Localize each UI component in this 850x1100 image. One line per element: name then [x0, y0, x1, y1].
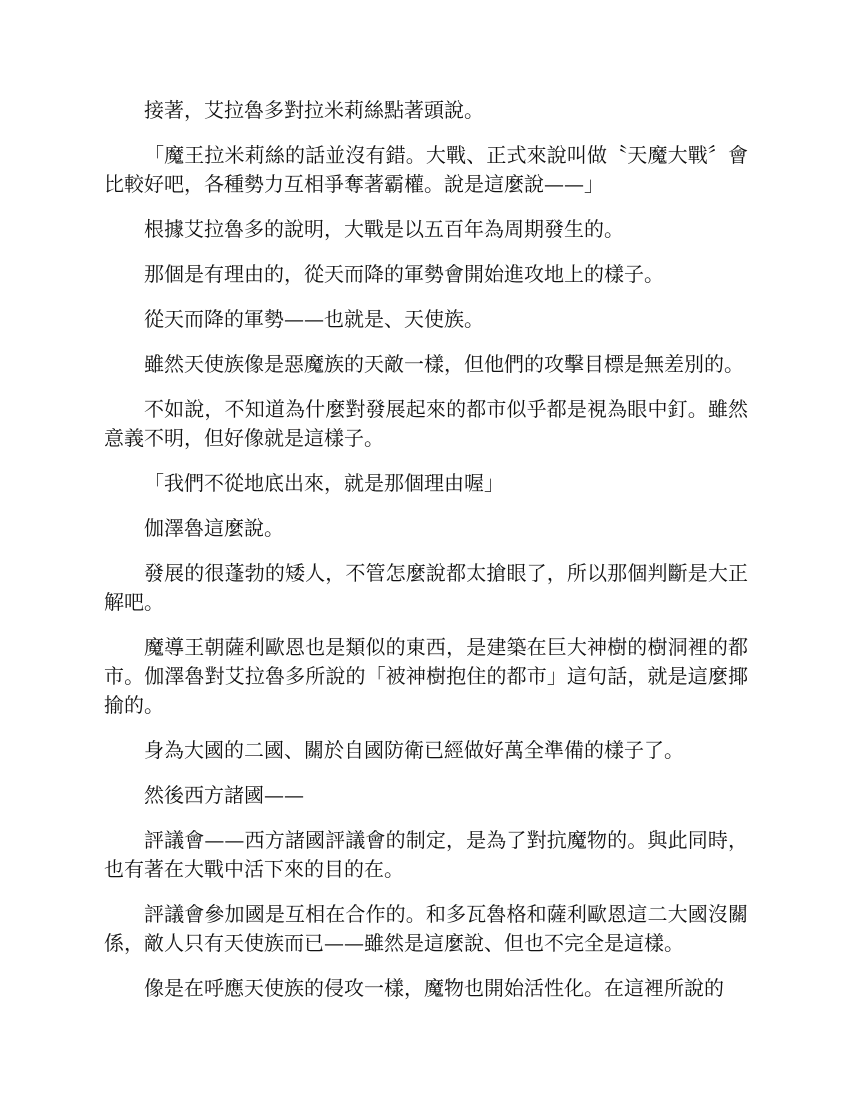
paragraph: 評議會——西方諸國評議會的制定，是為了對抗魔物的。與此同時，也有著在大戰中活下來的目的在。	[104, 828, 748, 881]
paragraph: 雖然天使族像是惡魔族的天敵一樣，但他們的攻擊目標是無差別的。	[144, 352, 744, 376]
paragraph: 評議會參加國是互相在合作的。和多瓦魯格和薩利歐恩這二大國沒關係，敵人只有天使族而已——雖然是這麼說、但也不完全是這樣。	[104, 902, 748, 955]
paragraph: 發展的很蓬勃的矮人，不管怎麼說都太搶眼了，所以那個判斷是大正解吧。	[104, 561, 748, 614]
paragraph: 然後西方諸國——	[144, 783, 304, 807]
paragraph: 根據艾拉魯多的說明，大戰是以五百年為周期發生的。	[144, 217, 624, 241]
paragraph: 像是在呼應天使族的侵攻一樣，魔物也開始活性化。在這裡所說的	[144, 976, 724, 1000]
document-body	[104, 96, 748, 1019]
paragraph: 伽澤魯這麼說。	[144, 516, 284, 540]
paragraph: 魔導王朝薩利歐恩也是類似的東西，是建築在巨大神樹的樹洞裡的都市。伽澤魯對艾拉魯多所說的「被神樹抱住的都市」這句話，就是這麼揶揄的。	[104, 635, 748, 717]
paragraph: 「魔王拉米莉絲的話並沒有錯。大戰、正式來說叫做〝天魔大戰〞會比較好吧，各種勢力互相爭奪著霸權。說是這麼說——」	[104, 143, 748, 196]
paragraph: 接著，艾拉魯多對拉米莉絲點著頭說。	[144, 98, 484, 122]
paragraph: 那個是有理由的，從天而降的軍勢會開始進攻地上的樣子。	[144, 262, 664, 286]
paragraph: 不如說，不知道為什麼對發展起來的都市似乎都是視為眼中釘。雖然意義不明，但好像就是這樣子。	[104, 397, 748, 450]
paragraph: 身為大國的二國、關於自國防衛已經做好萬全準備的樣子了。	[144, 738, 684, 762]
paragraph: 「我們不從地底出來，就是那個理由喔」	[144, 471, 504, 495]
paragraph: 從天而降的軍勢——也就是、天使族。	[144, 307, 484, 331]
